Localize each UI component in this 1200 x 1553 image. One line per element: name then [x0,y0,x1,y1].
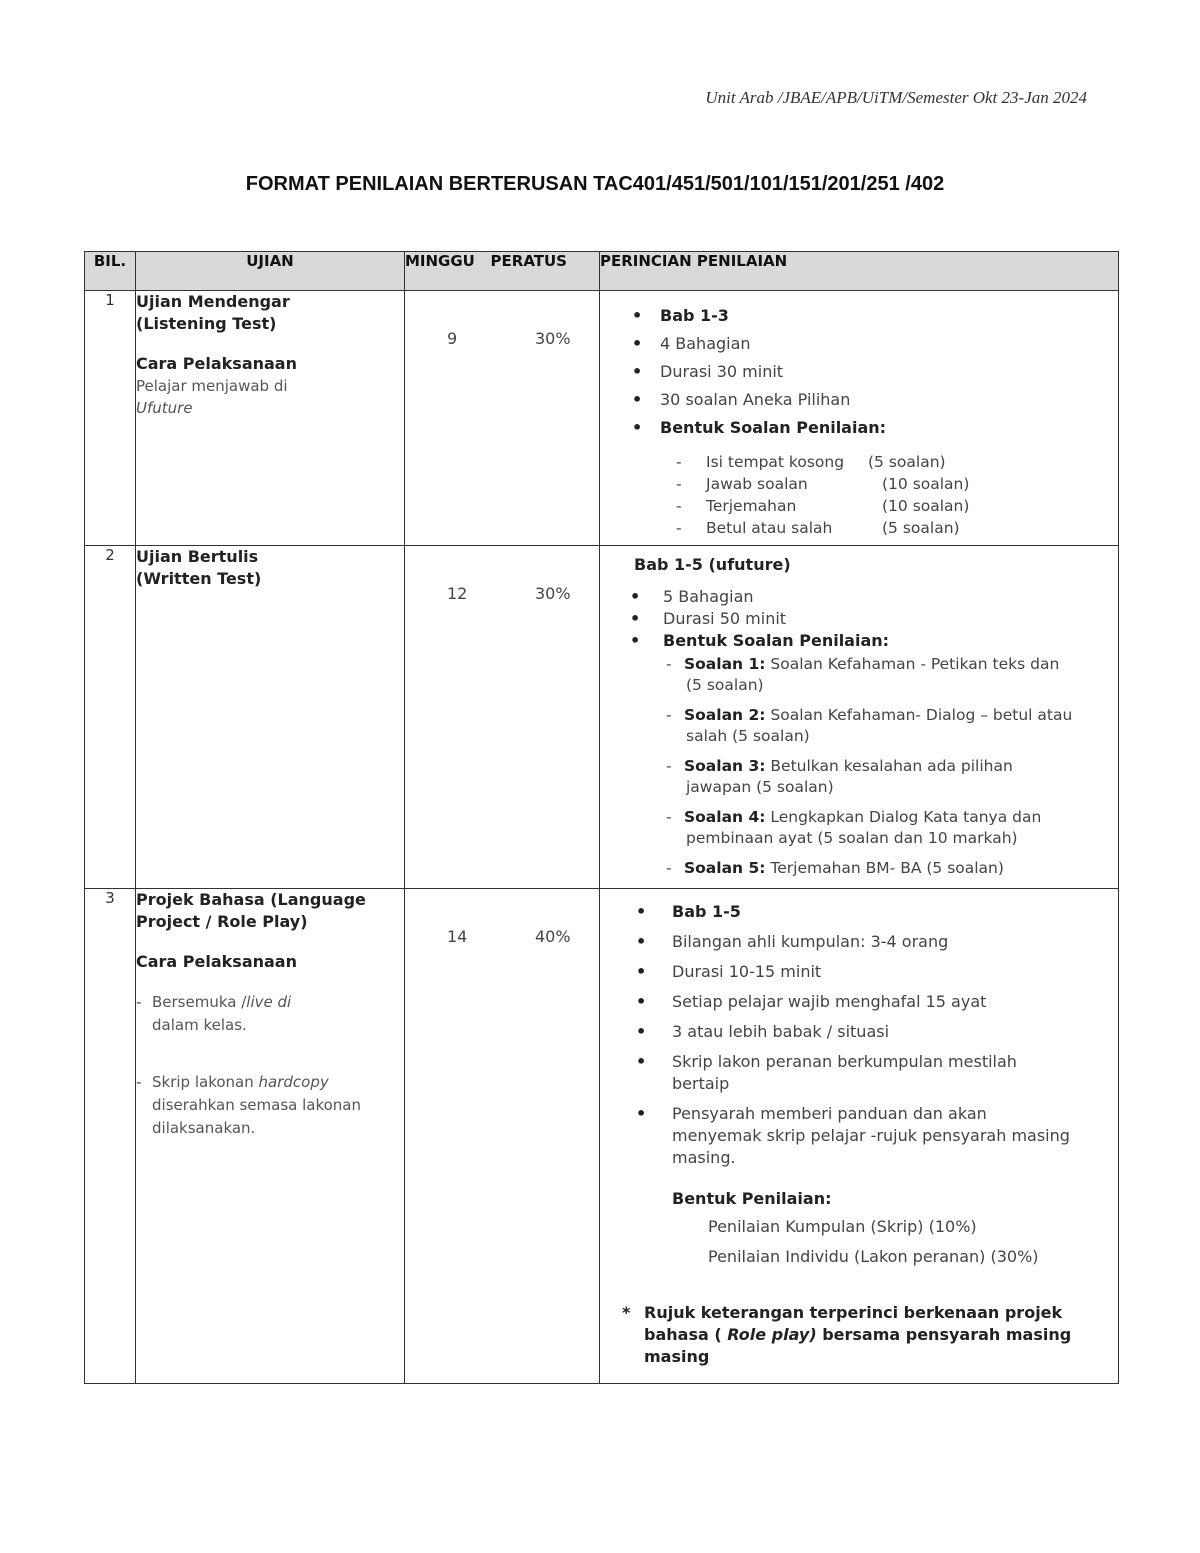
test-name-english: (Listening Test) [136,314,277,333]
list-item: - Isi tempat kosong (5 soalan) [676,453,946,471]
assessment-item: Penilaian Individu (Lakon peranan) (30%) [708,1247,1039,1266]
test-cell [136,889,405,1384]
test-name: Ujian Bertulis [136,547,259,566]
method-list [136,991,404,1140]
chapter-label: Bab 1-5 (ufuture) [634,555,791,574]
question-list [600,654,1118,879]
list-item: • 30 soalan Aneka Pilihan [632,390,851,409]
week-percent-cell [405,546,600,889]
footnote: * Rujuk keterangan terperinci berkenaan projek bahasa ( Role play) bersama pensyarah masing masing [622,1303,1072,1366]
method-label: Cara Pelaksanaan [136,354,297,373]
assessment-table [84,251,1119,1384]
list-item: • Bentuk Soalan Penilaian: [632,418,887,437]
header-minggu-peratus: MINGGU PERATUS [405,252,600,291]
detail-cell [600,889,1119,1384]
list-item: • Skrip lakon peranan berkumpulan mestilah bertaip [636,1052,1017,1093]
list-item: - Betul atau salah (5 soalan) [676,519,960,537]
percent-value: 30% [535,584,571,603]
week-value: 14 [447,927,468,946]
percent-value: 30% [535,329,571,348]
list-item: • 3 atau lebih babak / situasi [636,1022,890,1041]
assessment-type-label: Bentuk Penilaian: [672,1189,832,1208]
method-text-platform: Ufuture [136,399,193,417]
table-row [85,546,1119,889]
week-percent-cell [405,889,600,1384]
table-header-row [85,252,1119,291]
row-number: 2 [85,546,136,889]
list-item: - Skrip lakonan hardcopy diserahkan semasa lakonan dilaksanakan. [136,1073,362,1137]
list-item: • Pensyarah memberi panduan dan akan menyemak skrip pelajar -rujuk pensyarah masing masing. [636,1104,1070,1167]
test-cell [136,291,405,546]
list-item: - Soalan 4: Lengkapkan Dialog Kata tanya dan pembinaan ayat (5 soalan dan 10 markah) [666,808,1042,847]
table-row [85,291,1119,546]
list-item: • Setiap pelajar wajib menghafal 15 ayat [636,992,987,1011]
row-number: 1 [85,291,136,546]
header-perincian: PERINCIAN PENILAIAN [600,252,1119,291]
week-percent-cell [405,291,600,546]
list-item: • Bilangan ahli kumpulan: 3-4 orang [636,932,949,951]
list-item: - Soalan 3: Betulkan kesalahan ada pilihan jawapan (5 soalan) [666,757,1013,796]
header-bil: BIL. [85,252,136,291]
document-header-note: Unit Arab /JBAE/APB/UiTM/Semester Okt 23-Jan 2024 [705,88,1087,107]
test-name: Projek Bahasa (Language [136,890,366,909]
question-type-list [600,451,1118,539]
week-value: 9 [447,329,458,348]
list-item: - Jawab soalan (10 soalan) [676,475,970,493]
list-item: • Durasi 30 minit [632,362,784,381]
list-item: - Soalan 2: Soalan Kefahaman- Dialog – betul atau salah (5 soalan) [666,706,1073,745]
week-value: 12 [447,584,468,603]
list-item: - Soalan 5: Terjemahan BM- BA (5 soalan) [666,859,1004,877]
list-item: - Terjemahan (10 soalan) [676,497,970,515]
method-label: Cara Pelaksanaan [136,952,297,971]
list-item: - Bersemuka /live di dalam kelas. [136,993,292,1034]
test-name-english: (Written Test) [136,569,262,588]
document-title: FORMAT PENILAIAN BERTERUSAN TAC401/451/501/101/151/201/251 /402 [245,173,945,195]
list-item: - Soalan 1: Soalan Kefahaman - Petikan teks dan (5 soalan) [666,655,1060,694]
list-item: • Durasi 10-15 minit [636,962,822,981]
percent-value: 40% [535,927,571,946]
list-item: • 4 Bahagian [632,334,751,353]
detail-bullets [600,303,1118,443]
header-ujian: UJIAN [136,252,405,291]
test-cell [136,546,405,889]
list-item: • Bab 1-3 [632,306,729,325]
list-item: • Bab 1-5 [636,902,741,921]
list-item: • Durasi 50 minit [630,609,787,628]
list-item: • Bentuk Soalan Penilaian: [630,631,890,650]
row-number: 3 [85,889,136,1384]
test-name: Ujian Mendengar [136,292,290,311]
test-name-english: Project / Role Play) [136,912,308,931]
detail-bullets [600,586,1118,652]
list-item: • 5 Bahagian [630,587,754,606]
method-text: Pelajar menjawab di [136,377,288,395]
assessment-item: Penilaian Kumpulan (Skrip) (10%) [708,1217,977,1236]
table-row [85,889,1119,1384]
detail-bullets [600,901,1070,1169]
detail-cell [600,291,1119,546]
detail-cell [600,546,1119,889]
